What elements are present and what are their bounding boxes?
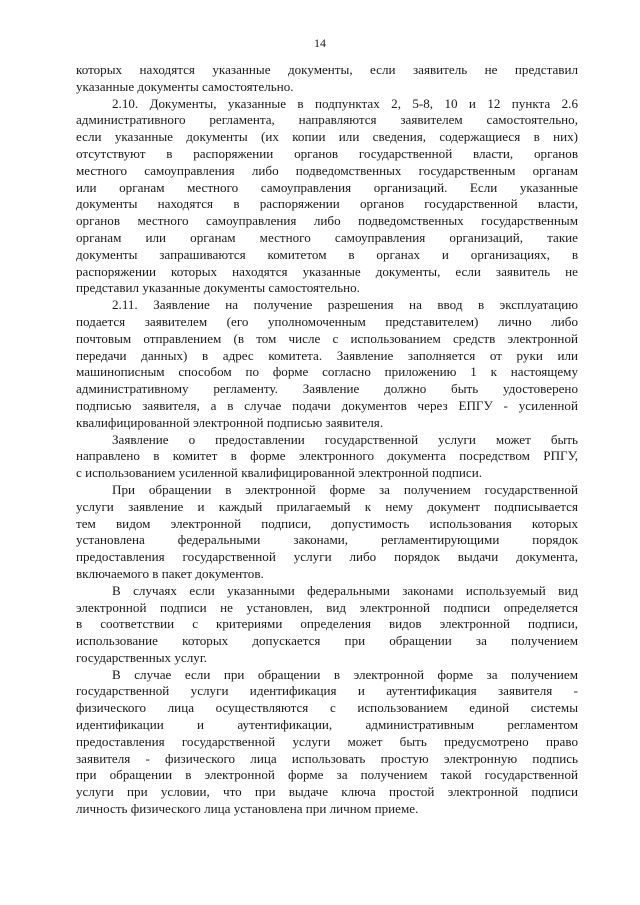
text-line: В случаях если указанными федеральными законами используемый вид (112, 582, 578, 598)
text-line: органам или органам местного самоуправления организаций, такие (76, 229, 578, 245)
text-line: при обращении в электронной форме за получением такой государственной (76, 767, 578, 783)
text-line: личность физического лица установлена при личном приеме. (76, 801, 419, 817)
text-line: В случае если при обращении в электронной форме за получением (112, 666, 578, 682)
text-line: физического лица осуществляются с использованием единой системы (76, 700, 578, 716)
text-line: указанные документы самостоятельно. (76, 78, 294, 94)
text-line: услуги заявление и каждый прилагаемый к нему документ подписывается (76, 498, 578, 514)
text-line: которых находятся указанные документы, если заявитель не представил (76, 62, 578, 77)
text-line: государственных услуг. (76, 649, 207, 665)
text-line: с использованием усиленной квалифицированной электронной подписи. (76, 465, 482, 481)
text-line: заявителя - физического лица использовать простую электронную подпись (76, 750, 578, 766)
text-line: тем видом электронной подписи, допустимость использования которых (76, 515, 578, 531)
text-line: машинописным способом по форме согласно приложению 1 к настоящему (76, 364, 578, 380)
text-line: предоставления государственной услуги либо порядок выдачи документа, (76, 549, 578, 565)
page-number: 14 (314, 36, 326, 50)
text-line: идентификации и аутентификации, административным регламентом (76, 717, 578, 733)
text-line: предоставления государственной услуги может быть предусмотрено право (76, 733, 578, 749)
text-line: передачи данных) в адрес комитета. Заявление заполняется от руки или (76, 347, 578, 363)
text-line: если указанные документы (их копии или сведения, содержащиеся в них) (76, 129, 578, 145)
paragraph (76, 96, 578, 298)
text-line: подается заявителем (его уполномоченным представителем) лично либо (76, 313, 578, 329)
text-line: 2.10. Документы, указанные в подпунктах 2, 5-8, 10 и 12 пункта 2.6 (112, 95, 578, 111)
text-line: местного самоуправления либо подведомственных государственным органам (76, 162, 578, 178)
text-line: 2.11. Заявление на получение разрешения на ввод в эксплуатацию (112, 297, 578, 313)
text-line: органов местного самоуправления либо подведомственных государственным (76, 213, 578, 229)
paragraph (76, 482, 578, 583)
text-line: представил указанные документы самостоятельно. (76, 280, 360, 296)
text-line: электронной подписи не установлен, вид электронной подписи определяется (76, 599, 578, 615)
text-line: административному регламенту. Заявление должно быть удостоверено (76, 381, 578, 397)
text-line: подписью заявителя, а в случае подачи документов через ЕПГУ - усиленной (76, 397, 578, 413)
paragraph (76, 297, 578, 431)
text-line: административного регламента, направляются заявителем самостоятельно, (76, 112, 578, 128)
text-line: направлено в комитет в форме электронного документа посредством РПГУ, (76, 448, 578, 464)
text-line: документы запрашиваются комитетом в органах и организациях, в (76, 246, 578, 262)
text-line: При обращении в электронной форме за получением государственной (112, 481, 578, 497)
paragraph (76, 667, 578, 818)
text-line: включаемого в пакет документов. (76, 565, 264, 581)
text-line: Заявление о предоставлении государственной услуги может быть (112, 431, 578, 447)
text-line: использование которых допускается при обращении за получением (76, 633, 578, 649)
paragraph (76, 583, 578, 667)
text-line: или органам местного самоуправления организаций. Если указанные (76, 179, 578, 195)
text-line: документы находятся в распоряжении органов государственной власти, (76, 196, 578, 212)
text-line: государственной услуги идентификация и аутентификация заявителя - (76, 683, 578, 699)
text-line: в соответствии с критериями определения видов электронной подписи, (76, 616, 578, 632)
text-line: квалифицированной электронной подписью заявителя. (76, 414, 384, 430)
text-line: отсутствуют в распоряжении органов государственной власти, органов (76, 145, 578, 161)
text-line: услуги при условии, что при выдаче ключа простой электронной подписи (76, 784, 578, 800)
paragraph (76, 432, 578, 482)
text-line: установлена федеральными законами, регламентирующими порядок (76, 532, 578, 548)
document-body (76, 62, 578, 818)
text-line: почтовым отправлением (в том числе с использованием средств электронной (76, 330, 578, 346)
paragraph (76, 62, 578, 96)
text-line: распоряжении которых находятся указанные документы, если заявитель не (76, 263, 578, 279)
